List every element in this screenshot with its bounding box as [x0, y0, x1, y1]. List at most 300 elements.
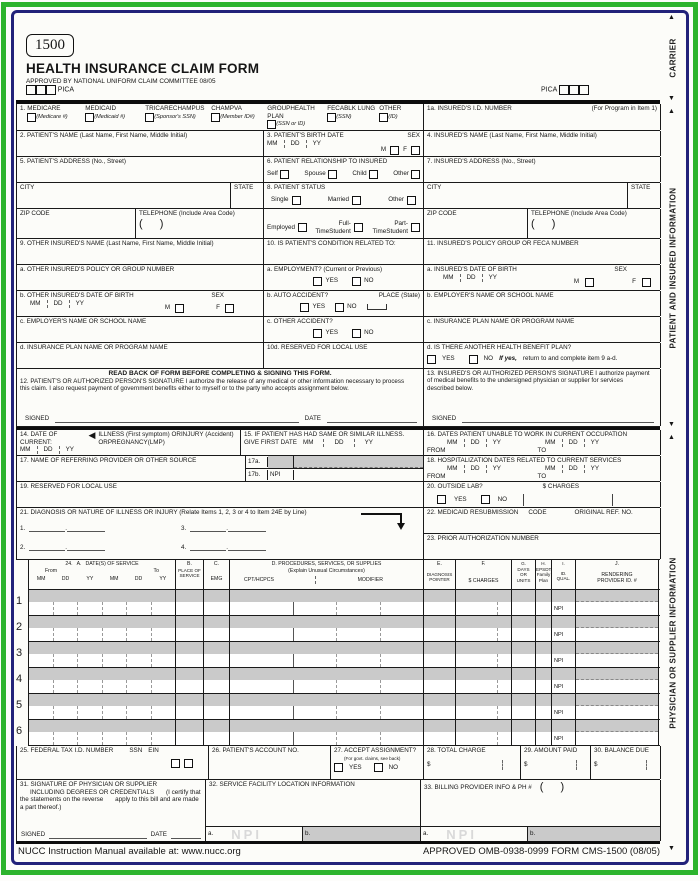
- box28-label: 28. TOTAL CHARGE: [427, 747, 486, 754]
- yy-label: YY: [488, 273, 498, 281]
- male-label: M: [380, 146, 387, 154]
- pica-label: PICA: [541, 86, 558, 94]
- auto-no-checkbox[interactable]: [335, 303, 344, 312]
- male-label: M: [164, 304, 171, 312]
- box22-resubmission[interactable]: 22. MEDICAID RESUBMISSION CODE ORIGINAL REF. NO.: [424, 508, 660, 534]
- yy-label: YY: [312, 139, 322, 147]
- medicare-checkbox[interactable]: [27, 113, 36, 122]
- box9b-label: b. OTHER INSURED'S DATE OF BIRTH: [20, 292, 134, 299]
- married-label: Married: [327, 196, 350, 204]
- insured-male-checkbox[interactable]: [585, 278, 594, 287]
- box21-diagnosis: [17, 508, 424, 559]
- employed-checkbox[interactable]: [298, 223, 307, 232]
- box9-10-11-band: [16, 239, 660, 265]
- dd-label: DD: [53, 299, 63, 307]
- no-label: NO: [388, 763, 399, 771]
- diag2-label: 2.: [20, 544, 26, 552]
- box33a-npi-field[interactable]: [421, 827, 527, 841]
- insured-city-field[interactable]: [424, 183, 628, 208]
- patient-city-field[interactable]: [17, 183, 231, 208]
- box6-relationship: [264, 157, 424, 182]
- parttime-student-checkbox[interactable]: [411, 223, 420, 232]
- box22-23: [424, 508, 661, 559]
- form-paper: [16, 14, 662, 860]
- box33b-label: b.: [530, 830, 536, 838]
- box33-label: 33. BILLING PROVIDER INFO & PH #: [424, 783, 532, 791]
- box10c-label: c. OTHER ACCIDENT?: [267, 318, 333, 325]
- sex-label: SEX: [614, 266, 627, 273]
- carrier-label: CARRIER: [668, 38, 677, 78]
- diag1-label: 1.: [20, 524, 26, 532]
- dashed-divider: [584, 439, 585, 447]
- fulltime-student-checkbox[interactable]: [354, 223, 363, 232]
- box5-6-7-band: [16, 157, 660, 183]
- box29-amount-paid[interactable]: [521, 746, 591, 779]
- arrow-up-icon: [668, 14, 675, 21]
- benefit-plan-yes-checkbox[interactable]: [427, 355, 436, 364]
- box10a-employment: [264, 265, 424, 290]
- box10-label: 10. IS PATIENT'S CONDITION RELATED TO:: [267, 240, 396, 247]
- pica-checkbox[interactable]: [46, 85, 56, 95]
- payer-option-group: GROUPHEALTH PLAN (SSN or ID): [267, 105, 315, 128]
- payer-option-feca: FECABLK LUNG (SSN): [327, 105, 376, 120]
- phone-parens: ( ): [139, 217, 164, 230]
- diag4-label: 4.: [181, 544, 187, 552]
- box30-balance-due[interactable]: [591, 746, 661, 779]
- female-checkbox[interactable]: [411, 146, 420, 155]
- dashed-divider: [464, 465, 465, 473]
- mm-label: MM: [20, 446, 31, 454]
- other-rel-checkbox[interactable]: [411, 170, 420, 179]
- sex-label: SEX: [211, 292, 224, 299]
- mm-label: MM: [443, 273, 454, 281]
- box6-label: 6. PATIENT RELATIONSHIP TO INSURED: [267, 158, 388, 165]
- service-row[interactable]: [16, 668, 660, 694]
- box11c-plan-name[interactable]: [424, 317, 661, 342]
- signed-label: SIGNED: [432, 415, 457, 423]
- box9c-label: c. EMPLOYER'S NAME OR SCHOOL NAME: [20, 318, 147, 325]
- no-label: NO: [364, 277, 374, 285]
- place-state-label: PLACE (State): [378, 292, 420, 299]
- female-label: F: [632, 278, 636, 286]
- col-b-header: B. PLACE OF SERVICE: [176, 560, 204, 589]
- nucc-footer-note: NUCC Instruction Manual available at: www.nucc.org: [18, 846, 241, 857]
- box9b-10b-11b-band: [16, 291, 660, 317]
- box8-patient-status: [264, 183, 424, 208]
- box31-label: 31. SIGNATURE OF PHYSICIAN OR SUPPLIER: [20, 781, 158, 788]
- yy-label: YY: [75, 299, 85, 307]
- service-row[interactable]: [16, 720, 660, 746]
- pica-checkbox[interactable]: [559, 85, 569, 95]
- box33b-field[interactable]: [527, 827, 660, 841]
- dashed-divider: [464, 439, 465, 447]
- date-label: DATE: [304, 415, 321, 423]
- dashed-divider: [323, 439, 324, 447]
- self-checkbox[interactable]: [280, 170, 289, 179]
- box11d-label: d. IS THERE ANOTHER HEALTH BENEFIT PLAN?: [427, 344, 572, 351]
- box14-date-of-current[interactable]: 14. DATE OF CURRENT: MM DD YY ◀ ILLNESS (First symptom) ORINJURY (Accident) ORPREGNANCY(LMP): [17, 430, 241, 455]
- service-table-header: [16, 560, 660, 590]
- dashed-divider: [486, 465, 487, 473]
- other-status-checkbox[interactable]: [407, 196, 416, 205]
- male-checkbox[interactable]: [175, 304, 184, 313]
- box3-birth-sex[interactable]: [264, 131, 424, 156]
- pica-label: PICA: [57, 86, 75, 94]
- box9d-10d-11d-band: [16, 343, 660, 369]
- single-label: Single: [271, 196, 289, 204]
- box15-similar-illness[interactable]: [241, 430, 424, 455]
- npi-label: NPI: [552, 732, 575, 745]
- ssn-label: SSN: [129, 747, 143, 754]
- service-row-number: 3: [16, 647, 23, 659]
- from-label: FROM: [427, 472, 446, 480]
- box7-insured-address[interactable]: [424, 157, 661, 182]
- patient-phone-field[interactable]: [136, 209, 264, 238]
- box1-number: 1.: [20, 105, 26, 112]
- dashed-divider: [584, 465, 585, 473]
- pica-checkbox[interactable]: [579, 85, 589, 95]
- omb-approval-note: APPROVED OMB-0938-0999 FORM CMS-1500 (08/05): [422, 846, 660, 857]
- diag3-field[interactable]: [190, 525, 226, 532]
- box10d-local-use[interactable]: [264, 343, 424, 368]
- yy-label: YY: [364, 438, 373, 446]
- mm-label: MM: [302, 438, 314, 446]
- item24e-arrow-icon: [359, 511, 409, 531]
- box26-patient-account[interactable]: [209, 746, 331, 779]
- box11c-label: c. INSURANCE PLAN NAME OR PROGRAM NAME: [427, 318, 575, 325]
- phone-parens: ( ): [531, 217, 556, 230]
- dashed-divider: [482, 274, 483, 282]
- no-label: NO: [483, 355, 494, 363]
- diag2-field2[interactable]: [67, 544, 105, 551]
- employment-yes-checkbox[interactable]: [313, 277, 322, 286]
- box32-label: 32. SERVICE FACILITY LOCATION INFORMATION: [209, 781, 355, 788]
- mm-label: MM: [30, 299, 41, 307]
- cents-divider: [646, 760, 647, 770]
- insured-female-checkbox[interactable]: [642, 278, 651, 287]
- box32a-npi-field[interactable]: [206, 827, 302, 841]
- dashed-divider: [562, 465, 563, 473]
- box29-label: 29. AMOUNT PAID: [524, 747, 578, 754]
- box32b-field[interactable]: [302, 827, 420, 841]
- child-label: Child: [352, 170, 367, 178]
- box11-label: 11. INSURED'S POLICY GROUP OR FECA NUMBER: [427, 240, 579, 247]
- box17a-qualifier-field[interactable]: [268, 456, 294, 468]
- lab-yes-checkbox[interactable]: [437, 495, 446, 504]
- box8-employment-row: Employed Full-TimeStudent Part-TimeStudent: [264, 209, 424, 238]
- box4-label: 4. INSURED'S NAME (Last Name, First Name, Middle Initial): [427, 132, 597, 139]
- npi-label: NPI: [552, 706, 575, 719]
- col-g-header: G. DAYS OR UNITS: [512, 560, 536, 589]
- signature-line[interactable]: [462, 416, 654, 423]
- cents-divider: [576, 760, 577, 770]
- charges-label: $ CHARGES: [542, 483, 580, 490]
- box15-label: 15. IF PATIENT HAS HAD SAME OR SIMILAR ILLNESS.: [244, 431, 405, 438]
- dashed-divider: [354, 439, 355, 447]
- box10-condition: [264, 239, 424, 264]
- date-line[interactable]: [171, 832, 201, 839]
- npi-label: NPI: [552, 602, 575, 615]
- dashed-divider: [47, 300, 48, 308]
- service-row[interactable]: [16, 694, 660, 720]
- other-label: Other: [393, 170, 409, 178]
- box17a-id-field[interactable]: [294, 456, 423, 468]
- box9a-10a-11a-band: [16, 265, 660, 291]
- signed-label: SIGNED: [21, 831, 46, 839]
- box26-label: 26. PATIENT'S ACCOUNT NO.: [212, 747, 299, 754]
- box13-text: 13. INSURED'S OR AUTHORIZED PERSON'S SIGNATURE I authorize payment of medical benefits to the undersigned physician or supplier for services described below.: [427, 370, 650, 392]
- box33a-label: a.: [423, 830, 429, 838]
- arrow-down-icon: [668, 95, 675, 102]
- other-status-label: Other: [388, 196, 404, 204]
- box9a-label: a. OTHER INSURED'S POLICY OR GROUP NUMBER: [20, 266, 175, 273]
- assignment-yes-checkbox[interactable]: [334, 763, 343, 772]
- box1a-insured-id[interactable]: [424, 104, 661, 130]
- physician-supplier-label: PHYSICIAN OR SUPPLIER INFORMATION: [668, 557, 677, 729]
- insured-state-field[interactable]: [628, 183, 661, 208]
- box28-total-charge[interactable]: [424, 746, 521, 779]
- dd-label: DD: [43, 446, 53, 454]
- box27-label: 27. ACCEPT ASSIGNMENT?: [334, 747, 417, 754]
- box4-insured-name[interactable]: [424, 131, 661, 156]
- box9-label: 9. OTHER INSURED'S NAME (Last Name, First Name, Middle Initial): [20, 240, 214, 247]
- carrier-strip: [661, 14, 684, 102]
- payer-option-medicare: MEDICARE (Medicare #): [27, 105, 68, 120]
- tricare-checkbox[interactable]: [145, 113, 154, 122]
- box13-insured-signature: [424, 369, 661, 426]
- child-checkbox[interactable]: [369, 170, 378, 179]
- spouse-checkbox[interactable]: [328, 170, 337, 179]
- box11-policy-group[interactable]: [424, 239, 661, 264]
- yes-label: YES: [349, 763, 362, 771]
- box3-label: 3. PATIENT'S BIRTH DATE: [267, 132, 344, 139]
- other-checkbox[interactable]: [379, 113, 388, 122]
- col-h-header: H. EPSDT Family Plan: [536, 560, 552, 589]
- diag4-field2[interactable]: [228, 544, 266, 551]
- place-state-field[interactable]: [367, 304, 387, 310]
- from-label: FROM: [427, 446, 446, 454]
- box9b-other-insured-birth[interactable]: [17, 291, 264, 316]
- employment-no-checkbox[interactable]: [352, 277, 361, 286]
- ssn-checkbox[interactable]: [171, 759, 180, 768]
- box12-patient-signature: [17, 369, 424, 426]
- pica-checkbox[interactable]: [36, 85, 46, 95]
- box33-billing-provider[interactable]: [421, 780, 661, 841]
- box19-20-band: [16, 482, 660, 508]
- service-row[interactable]: [16, 642, 660, 668]
- box1-band: [16, 104, 660, 131]
- box17a-label: 17a.: [246, 457, 268, 467]
- pica-checkbox[interactable]: [26, 85, 36, 95]
- service-row-number: 1: [16, 595, 23, 607]
- single-checkbox[interactable]: [292, 196, 301, 205]
- npi-watermark: NPI: [446, 826, 477, 841]
- payer-option-tricare: TRICARECHAMPUS (Sponsor's SSN): [145, 105, 205, 120]
- signature-line[interactable]: [49, 832, 147, 839]
- service-row[interactable]: [16, 590, 660, 616]
- no-label: NO: [347, 303, 357, 311]
- spouse-label: Spouse: [304, 170, 326, 178]
- yes-label: YES: [325, 277, 339, 285]
- ifyes-label: If yes,: [499, 355, 517, 363]
- box9-other-insured-name[interactable]: [17, 239, 264, 264]
- box2-3-4-band: [16, 131, 660, 157]
- box7-label: 7. INSURED'S ADDRESS (No., Street): [427, 158, 536, 165]
- box18-hospitalization[interactable]: 18. HOSPITALIZATION DATES RELATED TO CURRENT SERVICES MM DD YY MM DD YY FROM TO: [424, 456, 661, 481]
- form-1500-logo: 1500: [26, 34, 74, 57]
- box12-13-band: [16, 369, 660, 427]
- box9c-employer[interactable]: [17, 317, 264, 342]
- npi-label: NPI: [552, 680, 575, 693]
- state-label: STATE: [631, 184, 651, 191]
- employed-label: Employed: [267, 223, 296, 231]
- arrow-up-icon: [668, 434, 675, 441]
- box21-label: 21. DIAGNOSIS OR NATURE OF ILLNESS OR INJURY (Relate Items 1, 2, 3 or 4 to Item 24E by Line): [20, 509, 307, 516]
- box23-label: 23. PRIOR AUTHORIZATION NUMBER: [427, 535, 539, 542]
- city-label: CITY: [20, 184, 35, 191]
- box23-prior-auth[interactable]: [424, 534, 660, 559]
- no-label: NO: [497, 495, 508, 503]
- yes-label: YES: [312, 303, 326, 311]
- diag2-field[interactable]: [29, 544, 65, 551]
- box9d-plan-name[interactable]: [17, 343, 264, 368]
- approved-by-line: APPROVED BY NATIONAL UNIFORM CLAIM COMMITTEE 08/05: [26, 78, 216, 85]
- dashed-divider: [37, 446, 38, 454]
- box11a-label: a. INSURED'S DATE OF BIRTH: [427, 266, 517, 273]
- phone-parens: ( ): [539, 781, 565, 793]
- self-label: Self: [267, 170, 278, 178]
- dashed-divider: [562, 439, 563, 447]
- dashed-divider: [486, 439, 487, 447]
- zip-label: ZIP CODE: [20, 210, 50, 217]
- box1-payer-type: [17, 104, 424, 130]
- other-accident-yes-checkbox[interactable]: [313, 329, 322, 338]
- auto-yes-checkbox[interactable]: [300, 303, 309, 312]
- other-accident-no-checkbox[interactable]: [352, 329, 361, 338]
- city-label: CITY: [427, 184, 442, 191]
- npi-label: NPI: [552, 628, 575, 641]
- yes-label: YES: [454, 495, 467, 503]
- box17-18-band: [16, 456, 660, 482]
- box9a-policy-number[interactable]: [17, 265, 264, 290]
- physician-supplier-strip: [661, 434, 684, 852]
- box25-federal-tax-id[interactable]: [17, 746, 209, 779]
- service-row-number: 4: [16, 673, 23, 685]
- medicaid-checkbox[interactable]: [85, 113, 94, 122]
- group-health-checkbox[interactable]: [267, 120, 276, 129]
- box16-label: 16. DATES PATIENT UNABLE TO WORK IN CURRENT OCCUPATION: [427, 431, 628, 438]
- patient-zip-field[interactable]: [17, 209, 136, 238]
- box18-label: 18. HOSPITALIZATION DATES RELATED TO CURRENT SERVICES: [427, 457, 622, 464]
- box11b-employer[interactable]: [424, 291, 661, 316]
- female-label: F: [216, 304, 220, 312]
- lab-no-checkbox[interactable]: [481, 495, 490, 504]
- insured-zip-field[interactable]: [424, 209, 528, 238]
- ein-checkbox[interactable]: [184, 759, 193, 768]
- service-row[interactable]: [16, 616, 660, 642]
- box1a-label: 1a. INSURED'S I.D. NUMBER: [427, 105, 512, 112]
- box5-label: 5. PATIENT'S ADDRESS (No., Street): [20, 158, 126, 165]
- sex-label: SEX: [407, 132, 420, 139]
- box2-patient-name[interactable]: [17, 131, 264, 156]
- diag3-field2[interactable]: [228, 525, 266, 532]
- diag1-field2[interactable]: [67, 525, 105, 532]
- patient-state-field[interactable]: [231, 183, 264, 208]
- telephone-label: TELEPHONE (Include Area Code): [139, 210, 235, 217]
- box8-label: 8. PATIENT STATUS: [267, 184, 326, 191]
- dd-label: DD: [334, 438, 344, 446]
- box32-service-facility[interactable]: [206, 780, 421, 841]
- married-checkbox[interactable]: [352, 196, 361, 205]
- box11a-insured-birth[interactable]: [424, 265, 661, 290]
- feca-checkbox[interactable]: [327, 113, 336, 122]
- mm-label: MM: [267, 139, 278, 147]
- dashed-divider: [315, 576, 316, 584]
- diag1-field[interactable]: [29, 525, 65, 532]
- dd-label: DD: [466, 273, 476, 281]
- box16-unable-to-work[interactable]: 16. DATES PATIENT UNABLE TO WORK IN CURRENT OCCUPATION MM DD YY MM DD YY FROM TO: [424, 430, 661, 455]
- payer-option-other: OTHER (ID): [379, 105, 402, 120]
- diag4-field[interactable]: [190, 544, 226, 551]
- box2-label: 2. PATIENT'S NAME (Last Name, First Name, Middle Initial): [20, 132, 188, 139]
- pica-right: [541, 85, 589, 95]
- box31-33-band: [16, 780, 660, 842]
- box11d-other-plan: [424, 343, 661, 368]
- box19-label: 19. RESERVED FOR LOCAL USE: [20, 483, 117, 490]
- champva-checkbox[interactable]: [211, 113, 220, 122]
- dashed-divider: [69, 300, 70, 308]
- side-strip: [661, 14, 684, 856]
- insured-phone-field[interactable]: [528, 209, 661, 238]
- telephone-label: TELEPHONE (Include Area Code): [531, 210, 627, 217]
- box10d-label: 10d. RESERVED FOR LOCAL USE: [267, 344, 368, 351]
- yy-label: YY: [65, 446, 75, 454]
- npi-watermark: NPI: [231, 826, 262, 841]
- ein-label: EIN: [148, 747, 159, 754]
- box17b-label: 17b.: [246, 470, 268, 480]
- male-checkbox[interactable]: [390, 146, 399, 155]
- box11b-label: b. EMPLOYER'S NAME OR SCHOOL NAME: [427, 292, 554, 299]
- dollar-sign: $: [427, 760, 431, 768]
- dashed-divider: [306, 140, 307, 148]
- box5-patient-address[interactable]: [17, 157, 264, 182]
- box17-referring-provider[interactable]: [17, 456, 246, 481]
- box32a-label: a.: [208, 830, 214, 838]
- assignment-no-checkbox[interactable]: [374, 763, 383, 772]
- box22-label: 22. MEDICAID RESUBMISSION: [427, 509, 519, 516]
- box15-label2: GIVE FIRST DATE: [244, 438, 297, 446]
- box27-accept-assignment: 27. ACCEPT ASSIGNMENT?(For govt. claims, see back) YES NO: [331, 746, 424, 779]
- benefit-plan-no-checkbox[interactable]: [469, 355, 478, 364]
- box10b-label: b. AUTO ACCIDENT?: [267, 292, 329, 299]
- no-label: NO: [364, 329, 374, 337]
- original-ref-label: ORIGINAL REF. NO.: [574, 509, 633, 516]
- box10a-label: a. EMPLOYMENT? (Current or Previous): [267, 266, 383, 273]
- to-label: TO: [537, 446, 547, 454]
- diag3-label: 3.: [181, 524, 187, 532]
- signature-line[interactable]: [55, 416, 299, 423]
- ifyes-note: return to and complete item 9 a-d.: [522, 355, 618, 363]
- box33-npi-row: [421, 826, 660, 841]
- female-checkbox[interactable]: [225, 304, 234, 313]
- date-line[interactable]: [327, 416, 417, 423]
- box19-local-use[interactable]: [17, 482, 424, 507]
- pica-checkbox[interactable]: [569, 85, 579, 95]
- box20-label: 20. OUTSIDE LAB?: [427, 483, 483, 490]
- readback-line: READ BACK OF FORM BEFORE COMPLETING & SIGNING THIS FORM.: [108, 370, 332, 377]
- cents-divider: [502, 760, 503, 770]
- npi-label: NPI: [268, 470, 294, 480]
